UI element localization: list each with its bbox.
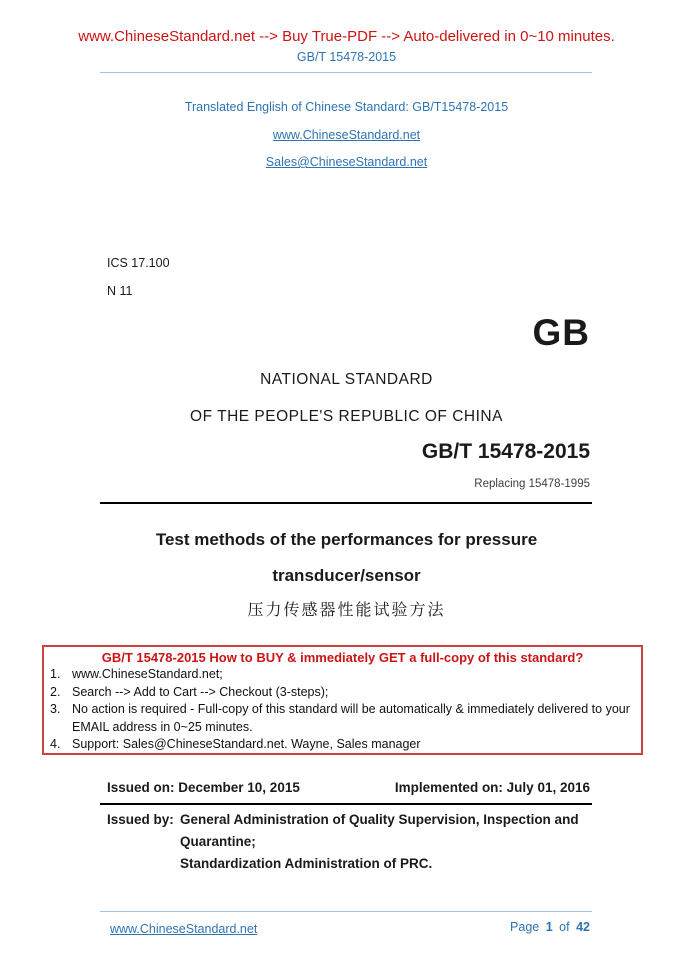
- buy-step-3-text: No action is required - Full-copy of this standard will be automatically & immediately delivered to your EMAIL address in 0~25 minutes.: [72, 702, 630, 734]
- buy-step-3: [50, 701, 635, 736]
- page-current: 1: [545, 920, 553, 934]
- issued-by-line1: General Administration of Quality Supervision, Inspection and: [180, 812, 579, 827]
- issued-by-line3: Standardization Administration of PRC.: [180, 856, 433, 871]
- document-title-chinese: 压力传感器性能试验方法: [247, 602, 446, 619]
- standard-number: GB/T 15478-2015: [421, 440, 590, 463]
- website-link-row: [0, 126, 693, 144]
- header-divider: [100, 72, 592, 73]
- buy-step-2-number: 2.: [50, 684, 61, 699]
- national-standard-line2: OF THE PEOPLE'S REPUBLIC OF CHINA: [190, 408, 503, 425]
- page-label: Page: [510, 920, 540, 934]
- issued-by-label: Issued by:: [107, 812, 174, 827]
- page-indicator: [510, 920, 590, 934]
- email-link-row: [0, 153, 693, 171]
- buy-step-3-number: 3.: [50, 702, 61, 716]
- standard-code-header: GB/T 15478-2015: [296, 50, 397, 64]
- buy-step-4: [50, 736, 635, 754]
- document-title-line1: Test methods of the performances for pressure: [155, 530, 538, 549]
- masthead-divider: [100, 502, 592, 504]
- footer-website-link[interactable]: www.ChineseStandard.net: [110, 922, 258, 936]
- gb-logo: GB: [532, 312, 590, 353]
- ics-code: ICS 17.100: [107, 256, 170, 270]
- issued-by-line2: Quarantine;: [180, 834, 256, 849]
- buy-step-2-text: Search --> Add to Cart --> Checkout (3-steps);: [72, 684, 329, 699]
- page-total: 42: [576, 920, 590, 934]
- buy-step-4-text: Support: Sales@ChineseStandard.net. Wayne, Sales manager: [72, 737, 421, 751]
- buy-step-1: [50, 666, 635, 684]
- footer-divider: [100, 911, 592, 912]
- website-link[interactable]: www.ChineseStandard.net: [272, 128, 421, 142]
- document-title-line2: transducer/sensor: [272, 566, 421, 585]
- buy-step-2: [50, 684, 635, 702]
- buy-box-heading: GB/T 15478-2015 How to BUY & immediately GET a full-copy of this standard?: [101, 650, 584, 665]
- implemented-on-date: Implemented on: July 01, 2016: [394, 780, 590, 795]
- national-standard-line1: NATIONAL STANDARD: [260, 371, 433, 388]
- email-link[interactable]: Sales@ChineseStandard.net: [265, 155, 428, 169]
- translated-title-line: Translated English of Chinese Standard: GB/T15478-2015: [184, 100, 509, 114]
- of-label: of: [559, 920, 570, 934]
- buy-step-4-number: 4.: [50, 737, 61, 751]
- replacing-note: Replacing 15478-1995: [474, 478, 590, 490]
- footer-website-row: [110, 920, 257, 938]
- issued-on-date: Issued on: December 10, 2015: [107, 780, 300, 795]
- promo-banner: www.ChineseStandard.net --> Buy True-PDF --> Auto-delivered in 0~10 minutes.: [78, 28, 615, 45]
- buy-instructions-box: [42, 645, 643, 755]
- buy-step-1-number: 1.: [50, 667, 61, 681]
- class-code: N 11: [107, 284, 133, 298]
- issuance-divider: [100, 803, 592, 805]
- buy-step-1-text: www.ChineseStandard.net;: [72, 667, 223, 681]
